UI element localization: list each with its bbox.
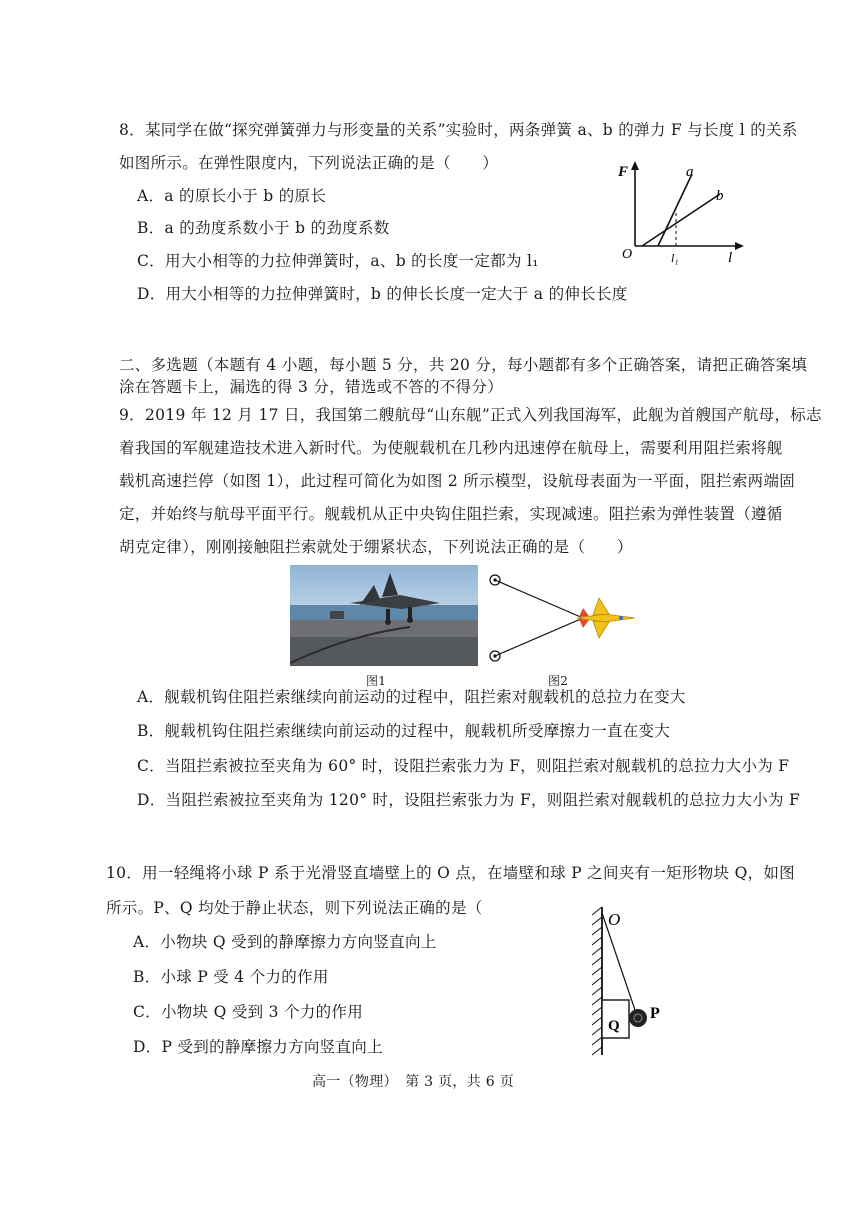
q8-label-O: O [622, 247, 633, 262]
q10-label-O: O [608, 910, 621, 929]
q9-stem-line4: 定，并始终与航母平面平行。舰载机从正中央钩住阻拦索，实现减速。阻拦索为弹性装置（遵循 [119, 505, 783, 523]
q8-stem-line1: 8．某同学在做“探究弹簧弹力与形变量的关系”实验时，两条弹簧 a、b 的弹力 F 与长度 l 的关系 [119, 121, 798, 139]
q9-option-a: A．舰载机钩住阻拦索继续向前运动的过程中，阻拦索对舰载机的总拉力在变大 [137, 688, 686, 706]
fighter-jet-icon [577, 598, 635, 638]
section2-line1: 二、多选题（本题有 4 小题，每小题 5 分，共 20 分，每小题都有多个正确答案，请把正确答案填 [119, 356, 808, 374]
q10-option-d: D．P 受到的静摩擦力方向竖直向上 [133, 1038, 383, 1056]
q8-line-b [642, 194, 720, 246]
q10-stem-line2: 所示。P、Q 均处于静止状态，则下列说法正确的是（ [106, 899, 483, 917]
q8-option-c: C．用大小相等的力拉伸弹簧时，a、b 的长度一定都为 l₁ [137, 252, 539, 270]
section2-line2: 涂在答题卡上，漏选的得 3 分，错选或不答的不得分） [119, 378, 504, 396]
q9-stem-line3: 载机高速拦停（如图 1），此过程可简化为如图 2 所示模型，设航母表面为一平面，阻拦索两端固 [119, 472, 796, 490]
q10-option-c: C．小物块 Q 受到 3 个力的作用 [133, 1003, 364, 1021]
q9-fig2-label: 图2 [548, 674, 569, 688]
q9-option-b: B．舰载机钩住阻拦索继续向前运动的过程中，舰载机所受摩擦力一直在变大 [137, 722, 671, 740]
q10-label-P: P [650, 1005, 660, 1022]
q9-fig1-label: 图1 [366, 674, 387, 688]
q10-label-Q: Q [608, 1018, 620, 1034]
q10-option-a: A．小物块 Q 受到的静摩擦力方向竖直向上 [133, 933, 437, 951]
q9-fig2-diagram [485, 568, 645, 668]
q8-label-b: b [716, 188, 724, 204]
q9-option-d: D．当阻拦索被拉至夹角为 120° 时，设阻拦索张力为 F，则阻拦索对舰载机的总拉力大小为 F [137, 791, 801, 809]
q9-stem-line1: 9．2019 年 12 月 17 日，我国第二艘航母“山东舰”正式入列我国海军，此舰为首艘国产航母，标志 [119, 406, 822, 424]
q8-line-a [658, 174, 692, 246]
q9-option-c: C．当阻拦索被拉至夹角为 60° 时，设阻拦索张力为 F，则阻拦索对舰载机的总拉力大小为 F [137, 757, 790, 775]
q8-graph [610, 158, 750, 268]
q8-label-a: a [686, 164, 694, 180]
q8-label-l1: l₁ [671, 251, 679, 265]
q8-label-l: l [728, 250, 733, 266]
q8-option-b: B．a 的劲度系数小于 b 的劲度系数 [137, 219, 390, 237]
q10-option-b: B．小球 P 受 4 个力的作用 [133, 968, 329, 986]
q9-fig1-photo [290, 565, 478, 666]
q8-stem-line2: 如图所示。在弹性限度内，下列说法正确的是（ ） [119, 154, 499, 172]
page-footer: 高一（物理） 第 3 页，共 6 页 [312, 1074, 515, 1090]
q8-label-F: F [618, 164, 629, 180]
q10-figure [588, 905, 668, 1060]
q9-stem-line5: 胡克定律），刚刚接触阻拦索就处于绷紧状态，下列说法正确的是（ ） [119, 538, 633, 556]
ball-P [629, 1009, 647, 1027]
q9-stem-line2: 着我国的军舰建造技术进入新时代。为使舰载机在几秒内迅速停在航母上，需要利用阻拦索将舰 [119, 439, 783, 457]
q10-stem-line1: 10．用一轻绳将小球 P 系于光滑竖直墙壁上的 O 点，在墙壁和球 P 之间夹有一矩形物块 Q，如图 [106, 864, 795, 882]
q8-option-a: A．a 的原长小于 b 的原长 [137, 187, 327, 205]
q8-option-d: D．用大小相等的力拉伸弹簧时，b 的伸长长度一定大于 a 的伸长长度 [137, 285, 628, 303]
